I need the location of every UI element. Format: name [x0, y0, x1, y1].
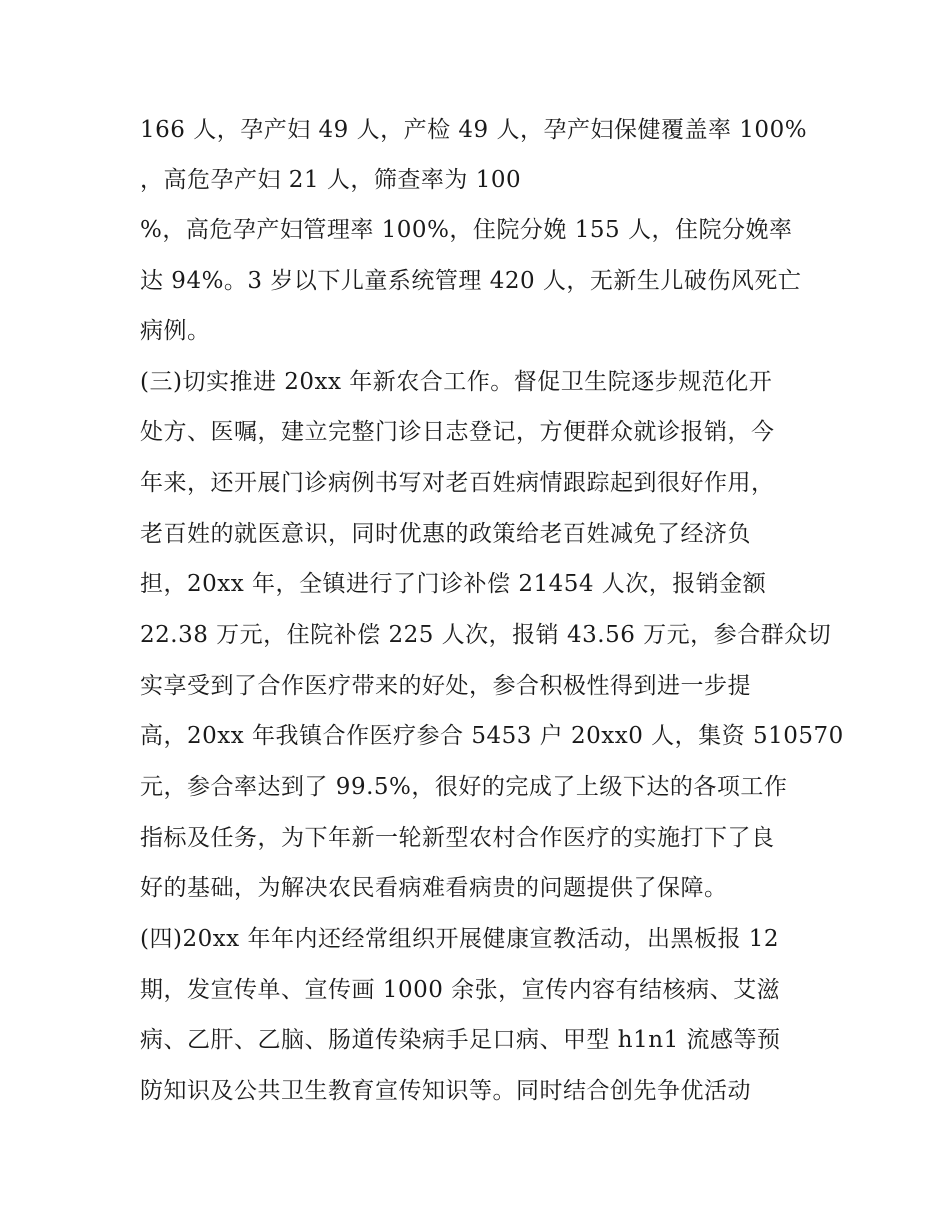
- text-line: 实享受到了合作医疗带来的好处，参合积极性得到进一步提: [140, 673, 751, 699]
- text-line: 防知识及公共卫生教育宣传知识等。同时结合创先争优活动: [140, 1078, 751, 1104]
- text-line: 年来，还开展门诊病例书写对老百姓病情跟踪起到很好作用，: [140, 470, 775, 496]
- text-line: 166 人，孕产妇 49 人，产检 49 人，孕产妇保健覆盖率 100%: [140, 117, 808, 143]
- text-line: %，高危孕产妇管理率 100%，住院分娩 155 人，住院分娩率: [140, 217, 793, 243]
- text-line: 好的基础，为解决农民看病难看病贵的问题提供了保障。: [140, 875, 728, 901]
- text-line: 老百姓的就医意识，同时优惠的政策给老百姓减免了经济负: [140, 521, 751, 547]
- text-line: 病例。: [140, 318, 211, 344]
- text-line: 期，发宣传单、宣传画 1000 余张，宣传内容有结核病、艾滋: [140, 977, 781, 1003]
- text-line: (三)切实推进 20xx 年新农合工作。督促卫生院逐步规范化开: [140, 369, 773, 395]
- text-line: 元，参合率达到了 99.5%，很好的完成了上级下达的各项工作: [140, 774, 788, 800]
- text-line: 22.38 万元，住院补偿 225 人次，报销 43.56 万元，参合群众切: [140, 622, 832, 648]
- text-line: 高，20xx 年我镇合作医疗参合 5453 户 20xx0 人，集资 510570: [140, 723, 844, 749]
- text-line: (四)20xx 年年内还经常组织开展健康宣教活动，出黑板报 12: [140, 926, 780, 952]
- text-line: 担，20xx 年，全镇进行了门诊补偿 21454 人次，报销金额: [140, 571, 767, 597]
- text-line: 病、乙肝、乙脑、肠道传染病手足口病、甲型 h1n1 流感等预: [140, 1027, 781, 1053]
- text-line: 处方、医嘱，建立完整门诊日志登记，方便群众就诊报销，今: [140, 419, 775, 445]
- text-line: 达 94%。3 岁以下儿童系统管理 420 人，无新生儿破伤风死亡: [140, 268, 802, 294]
- text-line: ，高危孕产妇 21 人，筛查率为 100: [140, 167, 522, 193]
- text-line: 指标及任务，为下年新一轮新型农村合作医疗的实施打下了良: [140, 825, 775, 851]
